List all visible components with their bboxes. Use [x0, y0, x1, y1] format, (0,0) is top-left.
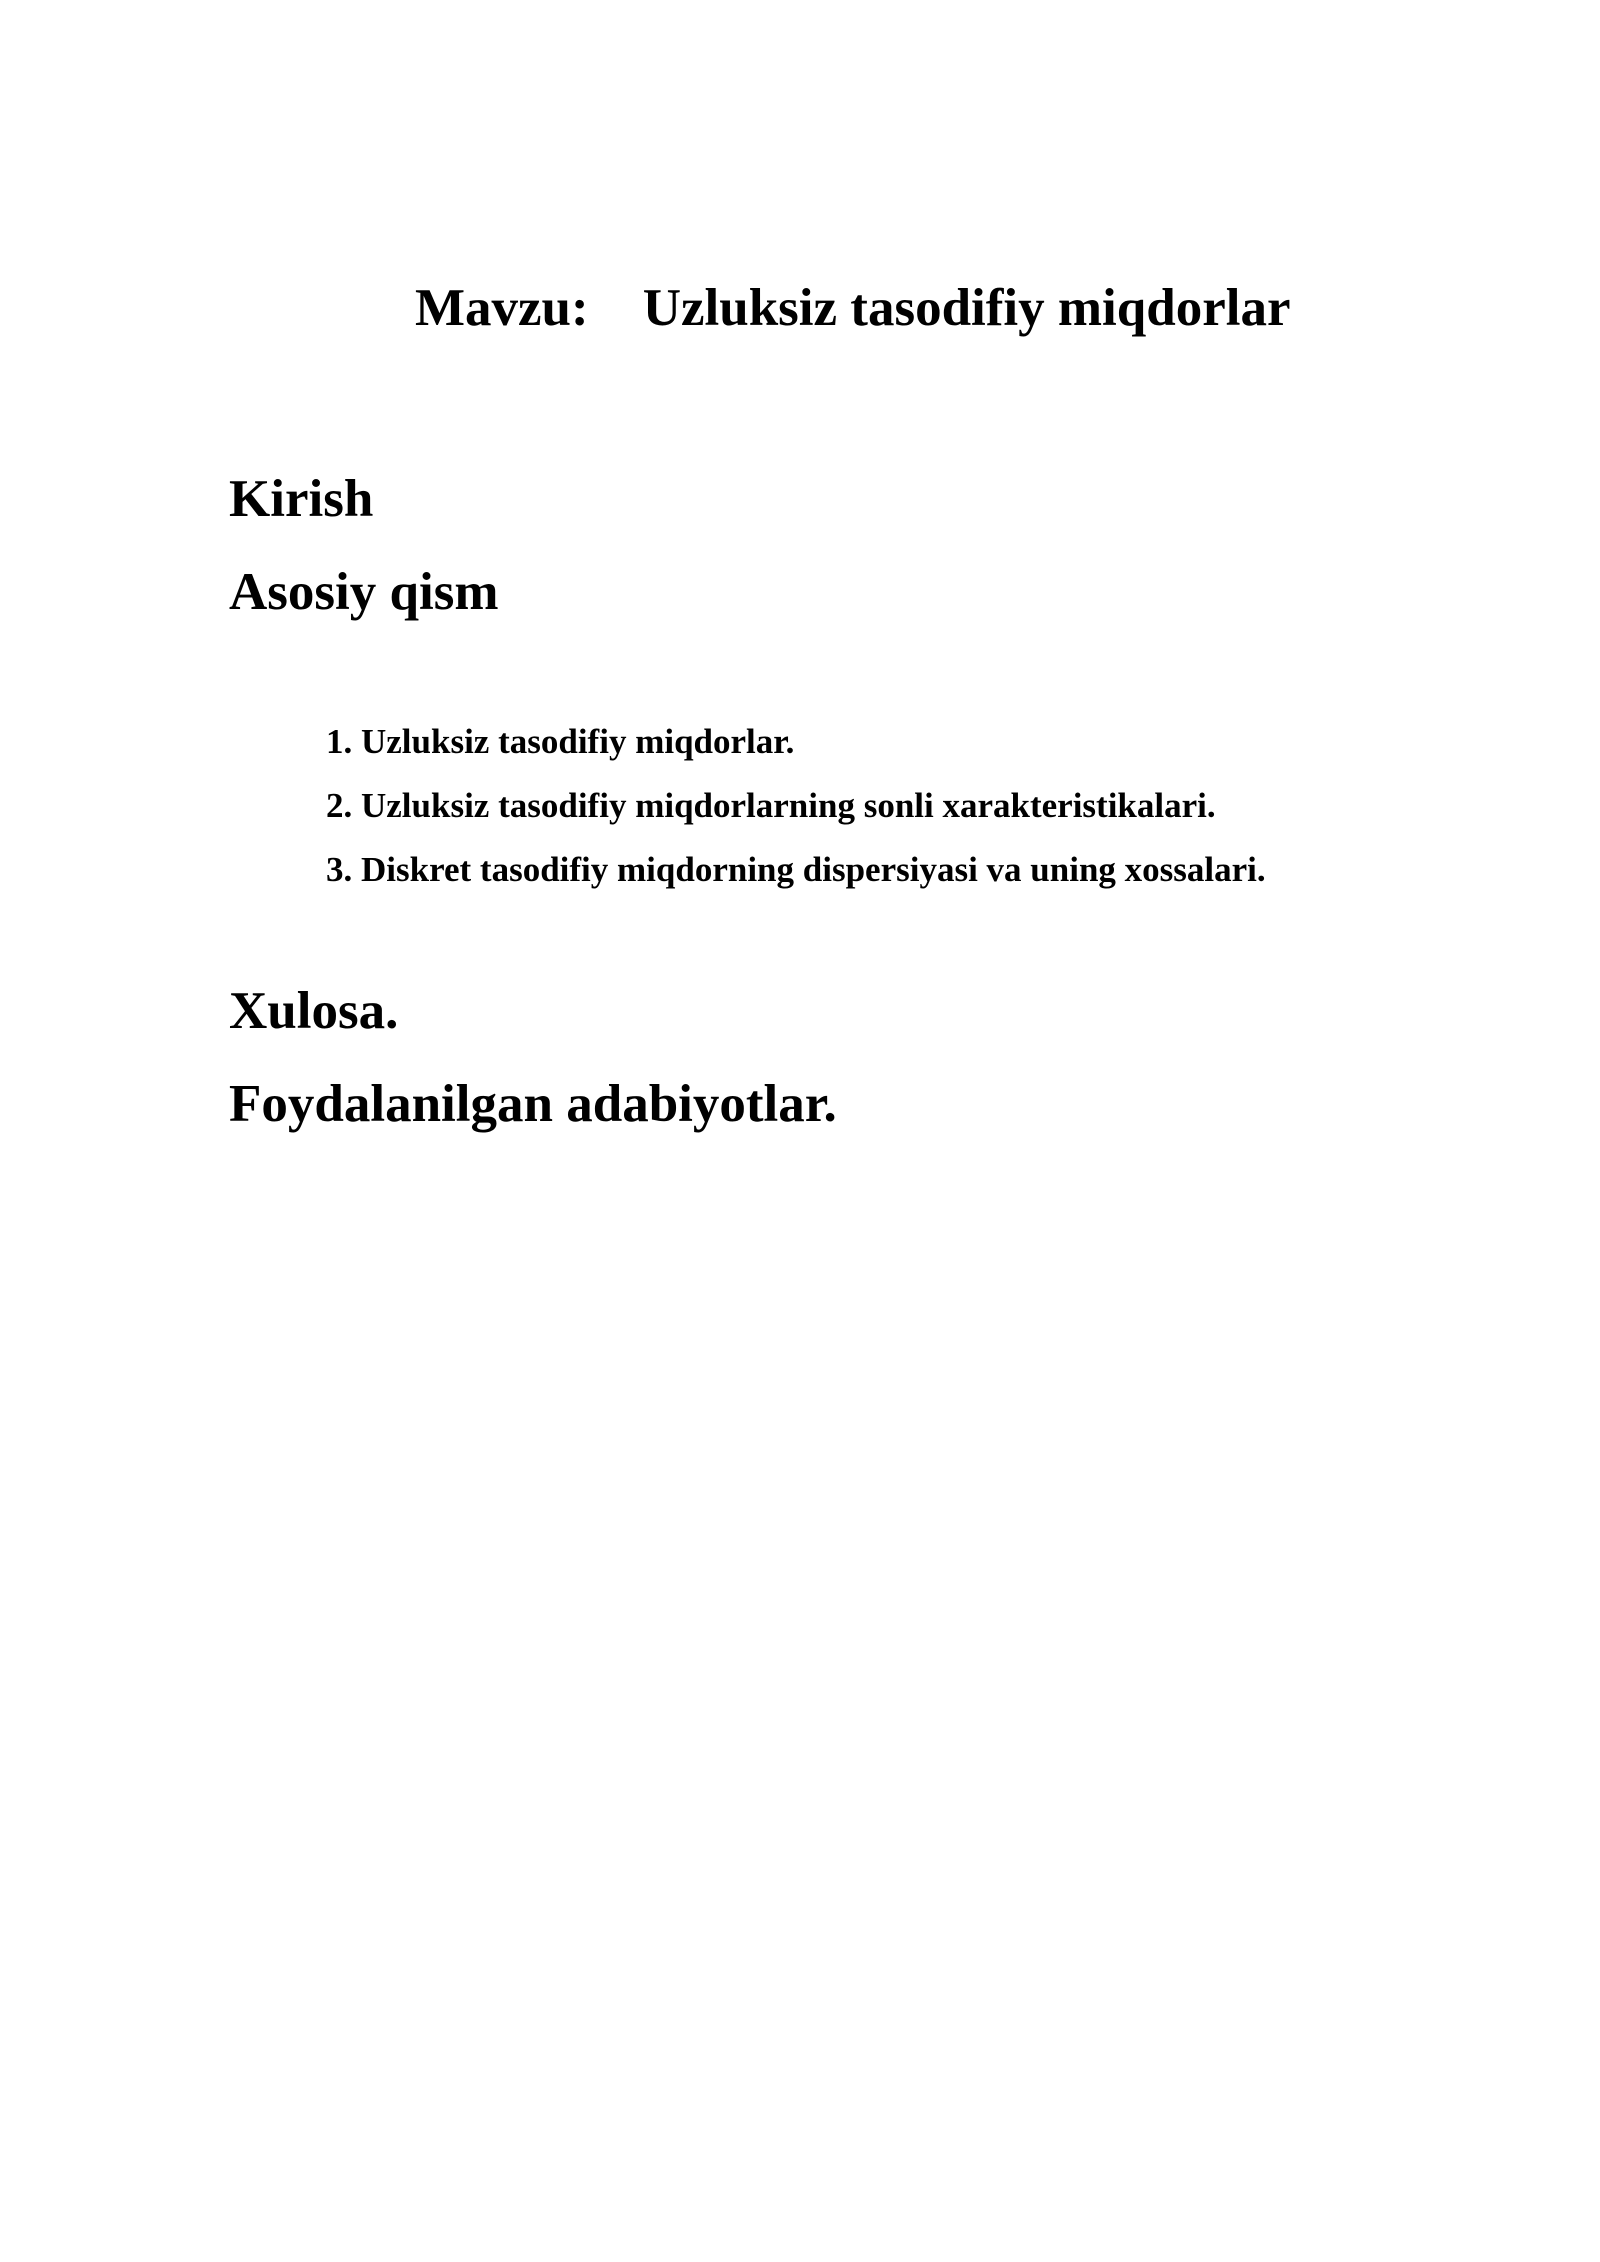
section-main-heading: Asosiy qism	[229, 563, 499, 621]
page-title	[415, 279, 1291, 337]
section-references-heading: Foydalanilgan adabiyotlar.	[229, 1075, 837, 1133]
list-item: 1. Uzluksiz tasodifiy miqdorlar.	[326, 722, 795, 761]
list-item: 3. Diskret tasodifiy miqdorning dispersiyasi va uning xossalari.	[326, 850, 1266, 889]
topic-label: Mavzu:	[415, 279, 589, 337]
list-item: 2. Uzluksiz tasodifiy miqdorlarning sonli xarakteristikalari.	[326, 786, 1216, 825]
section-conclusion-heading: Xulosa.	[229, 982, 399, 1040]
main-section-list	[326, 724, 1266, 916]
topic-text: Uzluksiz tasodifiy miqdorlar	[642, 279, 1291, 337]
section-intro-heading: Kirish	[229, 470, 374, 528]
